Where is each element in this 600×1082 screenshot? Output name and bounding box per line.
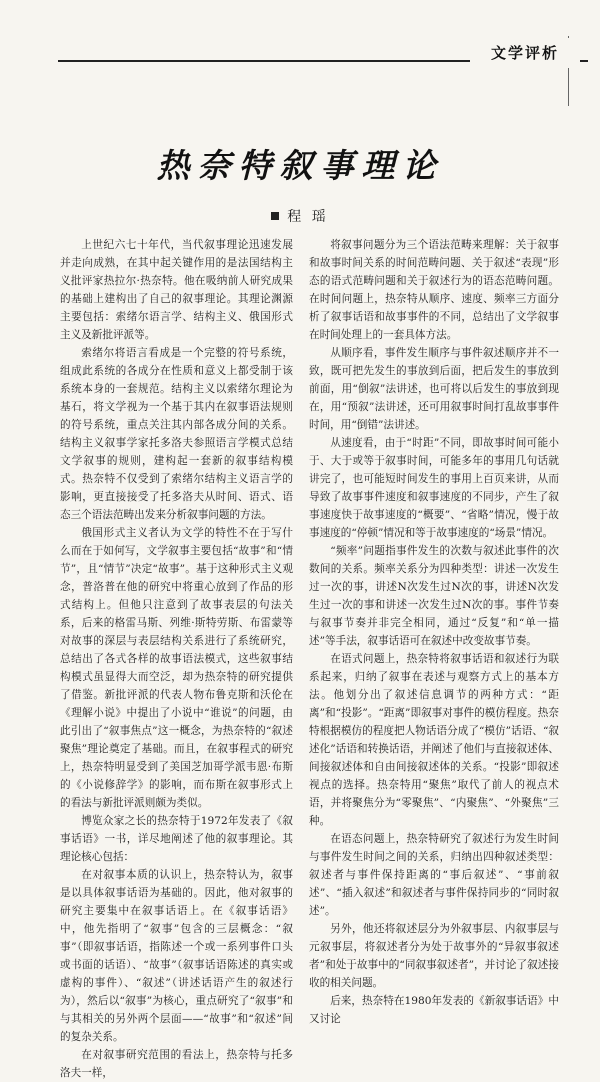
- paragraph: 从速度看，由于“时距”不同，即故事时间可能小于、大于或等于叙事时间，可能多年的事用几句话就讲完了，也可能短时间发生的事用上百页来讲，从而导致了故事事件速度和叙事速度的不同步，产生了叙事速度快于故事速度的“概要”、“省略”情况，慢于故事速度的“停顿”情况和等于故事速度的“场景”情况。: [309, 437, 559, 539]
- paragraph: 俄国形式主义者认为文学的特性不在于写什么而在于如何写，文学叙事主要包括“故事”和“情节”，且“情节”决定“故事”。基于这种形式主义观念，普洛普在他的研究中将重心放到了作品的形式结构上。但他只注意到了故事表层的句法关系，后来的格雷马斯、列维·斯特劳斯、布雷蒙等对故事的深层与表层结构关系进行了系统研究，总结出了各式各样的故事语法模式，这些叙事结构模式虽显得大而空泛，却为热奈特的研究提供了借鉴。新批评派的代表人物布鲁克斯和沃伦在《理解小说》中提出了小说中“谁说”的问题，由此引出了“叙事焦点”这一概念，为热奈特的“叙述聚焦”理论奠定了基础。而且，在叙事程式的研究上，热奈特明显受到了美国芝加哥学派韦恩·布斯的《小说修辞学》的影响，而布斯在叙事形式上的看法与新批评派则颇为类似。: [60, 527, 293, 809]
- paragraph: 从顺序看，事件发生顺序与事件叙述顺序并不一致，既可把先发生的事放到后面，把后发生的事放到前面，用“倒叙”法讲述，也可将以后发生的事放到现在，用“预叙”法讲述，还可用叙事时间打乱故事事件时间，用“倒错”法讲述。: [309, 347, 559, 431]
- author-line: [0, 206, 600, 226]
- paragraph: 另外，他还将叙述层分为外叙事层、内叙事层与元叙事层，将叙述者分为处于故事外的“异叙事叙述者”和处于故事中的“同叙事叙述者”，并讨论了叙述接收的相关问题。: [309, 923, 559, 989]
- paragraph: 后来，热奈特在1980年发表的《新叙事话语》中又讨论: [309, 995, 559, 1025]
- paragraph: 博览众家之长的热奈特于1972年发表了《叙事话语》一书，详尽地阐述了他的叙事理论。其理论核心包括：: [60, 815, 293, 863]
- paragraph: 将叙事问题分为三个语法范畴来理解：关于叙事和故事时间关系的时间范畴问题、关于叙述“表现”形态的语式范畴问题和关于叙述行为的语态范畴问题。在时间问题上，热奈特从顺序、速度、频率三方面分析了叙事话语和故事事件的不同，总结出了文学叙事在时间处理上的一套具体方法。: [309, 239, 559, 341]
- article-title: 热奈特叙事理论: [156, 146, 444, 185]
- paragraph: 在对叙事研究范围的看法上，热奈特与托多洛夫一样，: [60, 1049, 293, 1079]
- right-column: [309, 236, 559, 1028]
- author-name: 程 瑶: [287, 209, 329, 225]
- left-column: [60, 236, 293, 1082]
- paragraph: 在对叙事本质的认识上，热奈特认为，叙事是以具体叙事话语为基础的。因此，他对叙事的研究主要集中在叙事话语上。在《叙事话语》中，他先指明了“叙事”包含的三层概念：“叙事”（即叙事话语，指陈述一个或一系列事件口头或书面的话语）、“故事”（叙事话语陈述的真实或虚构的事件）、“叙述”（讲述话语产生的叙述行为），然后以“叙事”为核心，重点研究了“叙事”和与其相关的另外两个层面——“故事”和“叙述”间的复杂关系。: [60, 869, 293, 1043]
- paragraph: 上世纪六七十年代，当代叙事理论迅速发展并走向成熟，在其中起关键作用的是法国结构主义批评家热拉尔·热奈特。他在吸纳前人研究成果的基础上建构出了自己的叙事理论。其理论渊源主要包括：索绪尔语言学、结构主义、俄国形式主义及新批评派等。: [60, 239, 293, 341]
- square-bullet-icon: [271, 212, 279, 220]
- paragraph: 索绪尔将语言看成是一个完整的符号系统，组成此系统的各成分在性质和意义上都受制于该系统本身的一套规范。结构主义以索绪尔理论为基石，将文学视为一个基于其内在叙事语法规则的符号系统，重点关注其内部各成分间的关系。结构主义叙事学家托多洛夫参照语言学模式总结文学叙事的规则，建构起一套新的叙事结构模式。热奈特不仅受到了索绪尔结构主义语言学的影响，更直接接受了托多洛夫从时间、语式、语态三个语法范畴出发来分析叙事问题的方法。: [60, 347, 293, 521]
- paragraph: 在语态问题上，热奈特研究了叙述行为发生时间与事件发生时间之间的关系，归纳出四种叙述类型：叙述者与事件保持距离的“事后叙述”、“事前叙述”、“插入叙述”和叙述者与事件保持同步的“同时叙述”。: [309, 833, 559, 917]
- paragraph: “频率”问题指事件发生的次数与叙述此事件的次数间的关系。频率关系分为四种类型：讲述一次发生过一次的事，讲述N次发生过N次的事，讲述N次发生过一次的事和讲述一次发生过N次的事。事件节奏与叙事节奏并非完全相同，通过“反复”和“单一描述”等手法，叙事话语可在叙述中改变故事节奏。: [309, 545, 559, 647]
- section-label: 文学评析: [470, 38, 580, 68]
- paragraph: 在语式问题上，热奈特将叙事话语和叙述行为联系起来，归纳了叙事在表述与观察方式上的基本方法。他划分出了叙述信息调节的两种方式：“距离”和“投影”。“距离”即叙事对事件的模仿程度。热奈特根据模仿的程度把人物话语分成了“模仿”话语、“叙述化”话语和转换话语，并阐述了他们与直接叙述体、间接叙述体和自由间接叙述体的关系。“投影”即叙述视点的选择。热奈特用“聚焦”取代了前人的视点术语，并将聚焦分为“零聚焦”、“内聚焦”、“外聚焦”三种。: [309, 653, 559, 827]
